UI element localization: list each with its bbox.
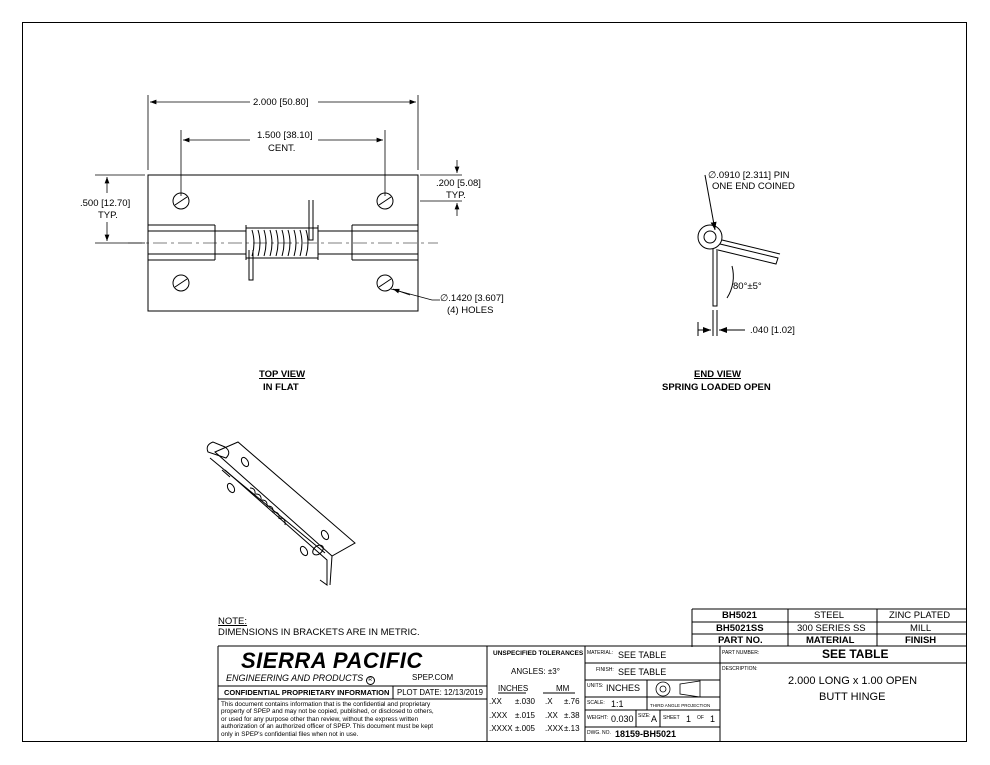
scale-label: SCALE: bbox=[587, 700, 605, 706]
tol-row-3-in-value: ±.005 bbox=[515, 724, 535, 733]
dwg-no-label: DWG. NO. bbox=[587, 730, 611, 736]
tol-row-3-mm-format: .XXX bbox=[545, 724, 564, 733]
dim-height-typ: TYP. bbox=[98, 210, 118, 221]
note-heading: NOTE: bbox=[218, 616, 248, 627]
hole-diameter: ∅.1420 [3.607] bbox=[440, 293, 504, 304]
dim-edge: .200 [5.08] bbox=[436, 178, 481, 189]
top-view-dimensions bbox=[95, 95, 462, 300]
inches-header: INCHES bbox=[498, 684, 529, 693]
part-row-2-material: 300 SERIES SS bbox=[797, 623, 866, 634]
part-number-label: PART NUMBER: bbox=[722, 650, 760, 656]
size-label: SIZE: bbox=[638, 713, 651, 719]
registered-icon: R bbox=[366, 676, 375, 685]
header-material: MATERIAL bbox=[806, 635, 855, 646]
units-label: UNITS: bbox=[587, 683, 604, 689]
tol-row-2-in-value: ±.015 bbox=[515, 711, 535, 720]
tol-row-1-in-value: ±.030 bbox=[515, 697, 535, 706]
projection-label: THIRD ANGLE PROJECTION bbox=[650, 703, 711, 708]
top-view-subtitle: IN FLAT bbox=[263, 382, 299, 393]
end-view-hinge bbox=[698, 175, 780, 336]
material-label: MATERIAL: bbox=[587, 650, 614, 656]
dwg-no-value: 18159-BH5021 bbox=[615, 729, 677, 739]
spring-coils bbox=[246, 200, 318, 280]
pin-note: ONE END COINED bbox=[712, 181, 795, 192]
part-row-2-number: BH5021SS bbox=[716, 623, 764, 634]
tol-row-2-mm-format: .XX bbox=[545, 711, 558, 720]
end-view-title: END VIEW bbox=[694, 369, 741, 380]
tol-row-3-in-format: .XXXX bbox=[489, 724, 513, 733]
tol-row-2-in-format: .XXX bbox=[489, 711, 508, 720]
projection-symbol bbox=[656, 681, 700, 697]
finish-label: FINISH: bbox=[596, 667, 614, 673]
size-value: A bbox=[651, 714, 658, 724]
sheet-value: 1 bbox=[686, 714, 692, 724]
end-view-subtitle: SPRING LOADED OPEN bbox=[662, 382, 771, 393]
tol-row-3-mm-value: ±.13 bbox=[564, 724, 580, 733]
dim-overall-length: 2.000 [50.80] bbox=[253, 97, 309, 108]
dim-height: .500 [12.70] bbox=[80, 198, 131, 209]
tol-row-2-mm-value: ±.38 bbox=[564, 711, 580, 720]
description-line-2: BUTT HINGE bbox=[819, 691, 886, 703]
company-subtitle: ENGINEERING AND PRODUCTS R bbox=[226, 673, 375, 685]
confidential-text: This document contains information that is the confidential and proprietary property of SPEP and may not be copied, published, or disclosed to others, or used for any purpose other than review, without the express written authorization of an authorized officer of SPEP. This document must be kept only in SPEP's confidential files when not in use. bbox=[221, 701, 434, 738]
tol-row-1-mm-format: .X bbox=[545, 697, 553, 706]
description-line-1: 2.000 LONG x 1.00 OPEN bbox=[788, 675, 918, 687]
company-name: SIERRA PACIFIC bbox=[241, 648, 423, 673]
part-row-1-number: BH5021 bbox=[722, 610, 757, 621]
finish-value: SEE TABLE bbox=[618, 667, 667, 677]
angles-tolerance: ANGLES: ±3° bbox=[511, 667, 560, 676]
plot-date: PLOT DATE: 12/13/2019 bbox=[397, 688, 483, 697]
scale-value: 1:1 bbox=[611, 699, 624, 709]
confidential-label: CONFIDENTIAL PROPRIETARY INFORMATION bbox=[224, 688, 390, 697]
weight-label: WEIGHT: bbox=[587, 715, 608, 721]
description-label: DESCRIPTION: bbox=[722, 666, 758, 672]
tol-row-1-mm-value: ±.76 bbox=[564, 697, 580, 706]
pin-diameter: ∅.0910 [2.311] PIN bbox=[708, 170, 790, 181]
note-text: DIMENSIONS IN BRACKETS ARE IN METRIC. bbox=[218, 627, 420, 638]
units-value: INCHES bbox=[606, 683, 641, 693]
isometric-hinge bbox=[207, 442, 355, 585]
leaf-thickness: .040 [1.02] bbox=[750, 325, 795, 336]
material-value: SEE TABLE bbox=[618, 650, 667, 660]
mm-header: MM bbox=[556, 684, 570, 693]
header-finish: FINISH bbox=[905, 635, 937, 646]
company-website: SPEP.COM bbox=[412, 673, 454, 682]
dim-cent-label: CENT. bbox=[268, 143, 296, 154]
of-label: OF bbox=[697, 715, 704, 721]
tolerances-heading: UNSPECIFIED TOLERANCES bbox=[493, 650, 584, 657]
part-row-1-material: STEEL bbox=[814, 610, 845, 621]
hole-count: (4) HOLES bbox=[447, 305, 494, 316]
part-row-1-finish: ZINC PLATED bbox=[889, 610, 951, 621]
header-part-no: PART NO. bbox=[718, 635, 763, 646]
part-number-value: SEE TABLE bbox=[822, 647, 889, 661]
of-value: 1 bbox=[710, 714, 716, 724]
open-angle: 80°±5° bbox=[733, 281, 762, 292]
tol-row-1-in-format: .XX bbox=[489, 697, 502, 706]
top-view-title: TOP VIEW bbox=[259, 369, 306, 380]
dim-edge-typ: TYP. bbox=[446, 190, 466, 201]
dim-center-distance: 1.500 [38.10] bbox=[257, 130, 313, 141]
weight-value: 0.030 bbox=[611, 714, 634, 724]
sheet-label: SHEET bbox=[663, 715, 680, 721]
part-row-2-finish: MILL bbox=[910, 623, 932, 634]
